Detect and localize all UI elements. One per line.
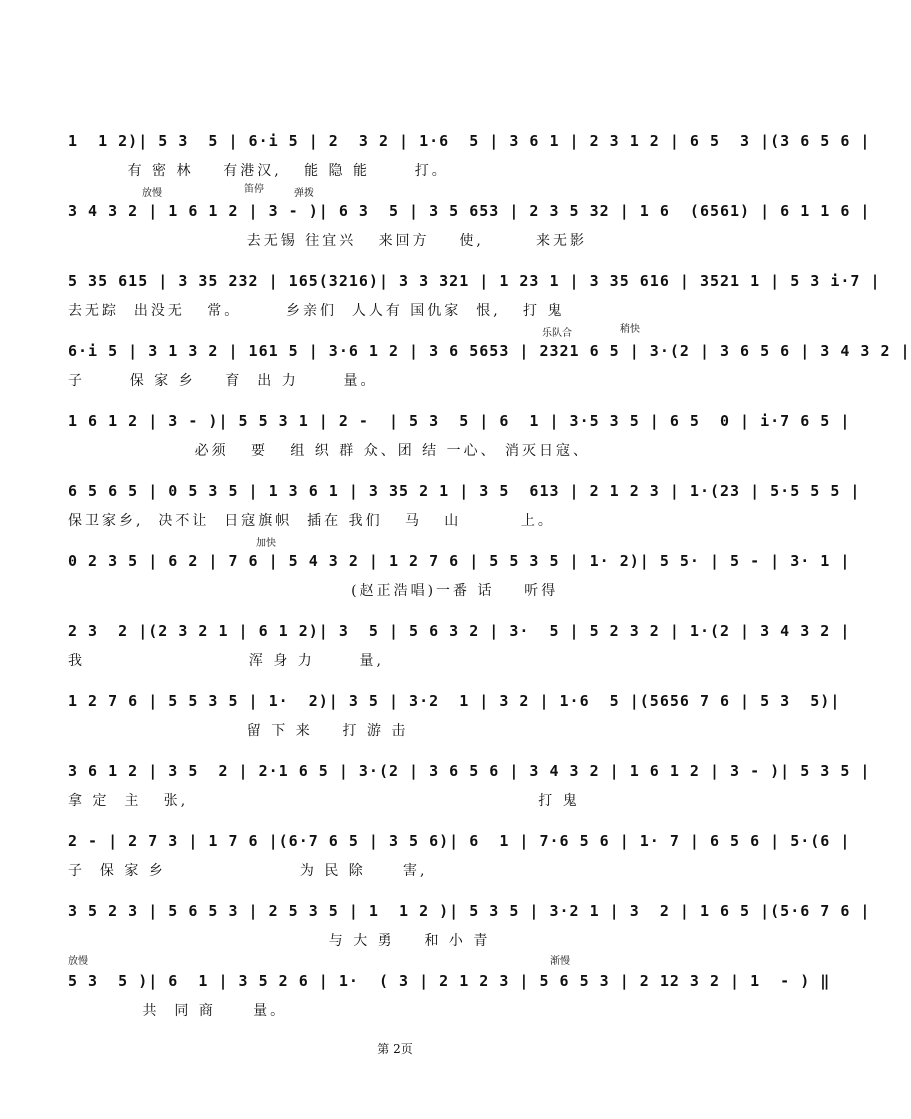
notation-line: 2 - | 2 7 3 | 1 7 6 |(6·7 6 5 | 3 5 6)| 6 1 | 7·6 5 6 | 1· 7 | 6 5 6 | 5·(6 | <box>68 832 851 850</box>
lyrics-line: 留 下 来 打 游 击 <box>68 723 409 739</box>
performance-marking: 乐队合 <box>542 328 572 339</box>
notation-line: 3 6 1 2 | 3 5 2 | 2·1 6 5 | 3·(2 | 3 6 5 6 | 3 4 3 2 | 1 6 1 2 | 3 - )| 5 3 5 | <box>68 762 871 780</box>
performance-marking: 笛停 <box>244 184 264 195</box>
notation-line: 2 3 2 |(2 3 2 1 | 6 1 2)| 3 5 | 5 6 3 2 | 3· 5 | 5 2 3 2 | 1·(2 | 3 4 3 2 | <box>68 622 851 640</box>
notation-line: 5 3 5 )| 6 1 | 3 5 2 6 | 1· ( 3 | 2 1 2 3 | 5 6 5 3 | 2 12 3 2 | 1 - ) ‖ <box>68 972 831 990</box>
notation-line: 1 2 7 6 | 5 5 3 5 | 1· 2)| 3 5 | 3·2 1 | 3 2 | 1·6 5 |(5656 7 6 | 5 3 5)| <box>68 692 841 710</box>
lyrics-line: 子 保 家 乡 为 民 除 害, <box>68 863 428 879</box>
notation-line: 3 5 2 3 | 5 6 5 3 | 2 5 3 5 | 1 1 2 )| 5 3 5 | 3·2 1 | 3 2 | 1 6 5 |(5·6 7 6 | <box>68 902 871 920</box>
lyrics-line: 共 同 商 量。 <box>68 1003 288 1019</box>
tempo-marking: 加快 <box>256 538 276 549</box>
tempo-marking: 稍快 <box>620 324 640 335</box>
lyrics-line: 去无锡 往宜兴 来回方 使, 来无影 <box>68 233 588 249</box>
lyrics-line: 去无踪 出没无 常。 乡亲们 人人有 国仇家 恨, 打 鬼 <box>68 303 565 319</box>
tempo-marking: 渐慢 <box>550 956 570 967</box>
page-number: 第 2页 <box>377 1042 413 1056</box>
notation-line: 0 2 3 5 | 6 2 | 7 6 | 5 4 3 2 | 1 2 7 6 | 5 5 3 5 | 1· 2)| 5 5· | 5 - | 3· 1 | <box>68 552 851 570</box>
notation-line: 1 1 2)| 5 3 5 | 6·i 5 | 2 3 2 | 1·6 5 | 3 6 1 | 2 3 1 2 | 6 5 3 |(3 6 5 6 | <box>68 132 871 150</box>
performance-marking: 弹拨 <box>294 188 314 199</box>
lyrics-line: 我 浑 身 力 量, <box>68 653 384 669</box>
notation-line: 3 4 3 2 | 1 6 1 2 | 3 - )| 6 3 5 | 3 5 653 | 2 3 5 32 | 1 6 (6561) | 6 1 1 6 | <box>68 202 871 220</box>
notation-line: 1 6 1 2 | 3 - )| 5 5 3 1 | 2 - | 5 3 5 | 6 1 | 3·5 3 5 | 6 5 0 | i·7 6 5 | <box>68 412 851 430</box>
lyrics-line: 必须 要 组 织 群 众、团 结 一心、 消灭日寇、 <box>68 443 591 459</box>
lyrics-line: 有 密 林 有港汉, 能 隐 能 打。 <box>68 163 449 179</box>
lyrics-line: 子 保 家 乡 育 出 力 量。 <box>68 373 378 389</box>
tempo-marking: 放慢 <box>142 188 162 199</box>
notation-line: 6·i 5 | 3 1 3 2 | 161 5 | 3·6 1 2 | 3 6 5653 | 2321 6 5 | 3·(2 | 3 6 5 6 | 3 4 3 2 | <box>68 342 911 360</box>
notation-line: 6 5 6 5 | 0 5 3 5 | 1 3 6 1 | 3 35 2 1 | 3 5 613 | 2 1 2 3 | 1·(23 | 5·5 5 5 | <box>68 482 861 500</box>
lyrics-line: 与 大 勇 和 小 青 <box>68 933 491 949</box>
lyrics-line: (赵正浩唱)一番 话 听得 <box>68 583 559 599</box>
tempo-marking: 放慢 <box>68 956 88 967</box>
lyrics-line: 拿 定 主 张, 打 鬼 <box>68 793 580 809</box>
notation-line: 5 35 615 | 3 35 232 | 165(3216)| 3 3 321 | 1 23 1 | 3 35 616 | 3521 1 | 5 3 i·7 | <box>68 272 881 290</box>
lyrics-line: 保卫家乡, 决不让 日寇旗帜 插在 我们 马 山 上。 <box>68 513 555 529</box>
